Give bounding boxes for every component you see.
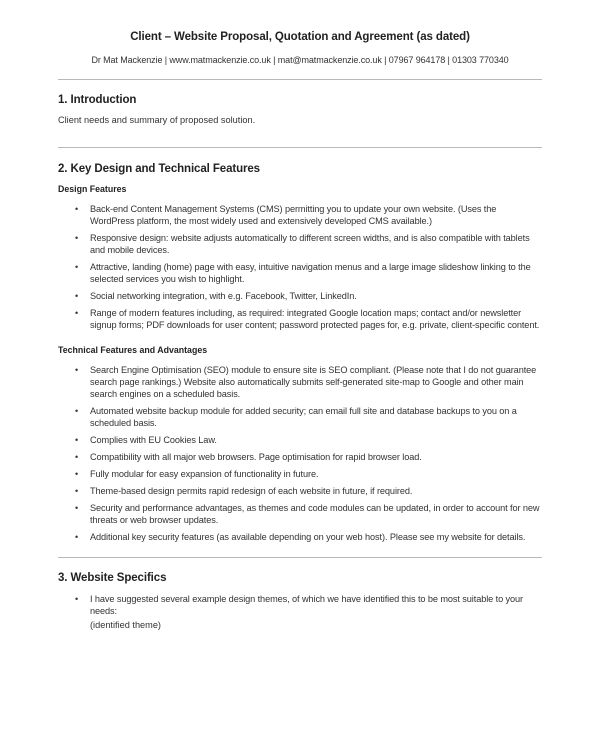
list-item: [75, 451, 542, 463]
bullet-icon: •: [75, 204, 79, 214]
list-item: [75, 485, 542, 497]
list-item-text: Responsive design: website adjusts automatically to different screen widths, and is also compatible with tablets and mobile devices.: [90, 233, 530, 255]
divider: [58, 147, 542, 148]
divider: [58, 79, 542, 80]
list-item: [75, 307, 542, 331]
subheading-design-features: Design Features: [58, 184, 127, 194]
bullet-icon: •: [75, 308, 79, 318]
technical-features-list: [58, 364, 542, 543]
bullet-icon: •: [75, 233, 79, 243]
bullet-icon: •: [75, 435, 79, 445]
section-heading-features: 2. Key Design and Technical Features: [58, 163, 260, 175]
list-item-text: Compatibility with all major web browsers. Page optimisation for rapid browser load.: [90, 452, 422, 462]
bullet-icon: •: [75, 503, 79, 513]
bullet-icon: •: [75, 452, 79, 462]
list-item-text: Back-end Content Management Systems (CMS) permitting you to update your own website. (Uses the WordPress platform, the most widely used and extensively developed CMS available.): [90, 204, 497, 226]
list-item-text: Range of modern features including, as required: integrated Google location maps; contact and/or newsletter signup forms; PDF downloads for user content; password protected pages for, e.g. private, client-specific content.: [90, 308, 540, 330]
document-title: Client – Website Proposal, Quotation and Agreement (as dated): [130, 31, 470, 43]
contact-line: Dr Mat Mackenzie | www.matmackenzie.co.uk | mat@matmackenzie.co.uk | 07967 964178 | 01303 770340: [91, 55, 509, 65]
list-item: [75, 502, 542, 526]
list-item: [75, 468, 542, 480]
list-item-text: Security and performance advantages, as themes and code modules can be updated, in order to account for new threats or web browser updates.: [90, 503, 540, 525]
list-item-text: Attractive, landing (home) page with easy, intuitive navigation menus and a large image slideshow linking to the selected services you wish to highlight.: [90, 262, 531, 284]
bullet-icon: •: [75, 365, 79, 375]
list-item: [75, 364, 542, 400]
section-heading-introduction: 1. Introduction: [58, 94, 137, 106]
list-item-text: Complies with EU Cookies Law.: [90, 435, 217, 445]
list-item-text: Additional key security features (as available depending on your web host). Please see my website for details.: [90, 532, 526, 542]
bullet-icon: •: [75, 291, 79, 301]
list-item: [75, 232, 542, 256]
list-item: [75, 203, 542, 227]
list-item: [75, 531, 542, 543]
design-features-list: [58, 203, 542, 331]
bullet-icon: •: [75, 532, 79, 542]
website-specifics-list: [58, 593, 542, 617]
subheading-technical-features: Technical Features and Advantages: [58, 345, 208, 355]
identified-theme-text: (identified theme): [90, 620, 161, 630]
section-heading-website-specifics: 3. Website Specifics: [58, 572, 167, 584]
introduction-text: Client needs and summary of proposed solution.: [58, 115, 256, 125]
list-item: [75, 593, 542, 617]
bullet-icon: •: [75, 262, 79, 272]
list-item-text: I have suggested several example design themes, of which we have identified this to be most suitable to your needs:: [90, 594, 524, 616]
list-item: [75, 434, 542, 446]
divider: [58, 557, 542, 558]
bullet-icon: •: [75, 406, 79, 416]
list-item-text: Automated website backup module for added security; can email full site and database backups to you on a scheduled basis.: [90, 406, 517, 428]
list-item-text: Social networking integration, with e.g. Facebook, Twitter, LinkedIn.: [90, 291, 357, 301]
list-item-text: Theme-based design permits rapid redesign of each website in future, if required.: [90, 486, 413, 496]
list-item-text: Search Engine Optimisation (SEO) module to ensure site is SEO compliant. (Please note that I do not guarantee search page rankings.) Website also automatically submits self-generated site-map to Google and other main search engines on a scheduled basis.: [90, 365, 537, 399]
bullet-icon: •: [75, 594, 79, 604]
bullet-icon: •: [75, 486, 79, 496]
bullet-icon: •: [75, 469, 79, 479]
list-item-text: Fully modular for easy expansion of functionality in future.: [90, 469, 319, 479]
list-item: [75, 405, 542, 429]
list-item: [75, 261, 542, 285]
list-item: [75, 290, 542, 302]
